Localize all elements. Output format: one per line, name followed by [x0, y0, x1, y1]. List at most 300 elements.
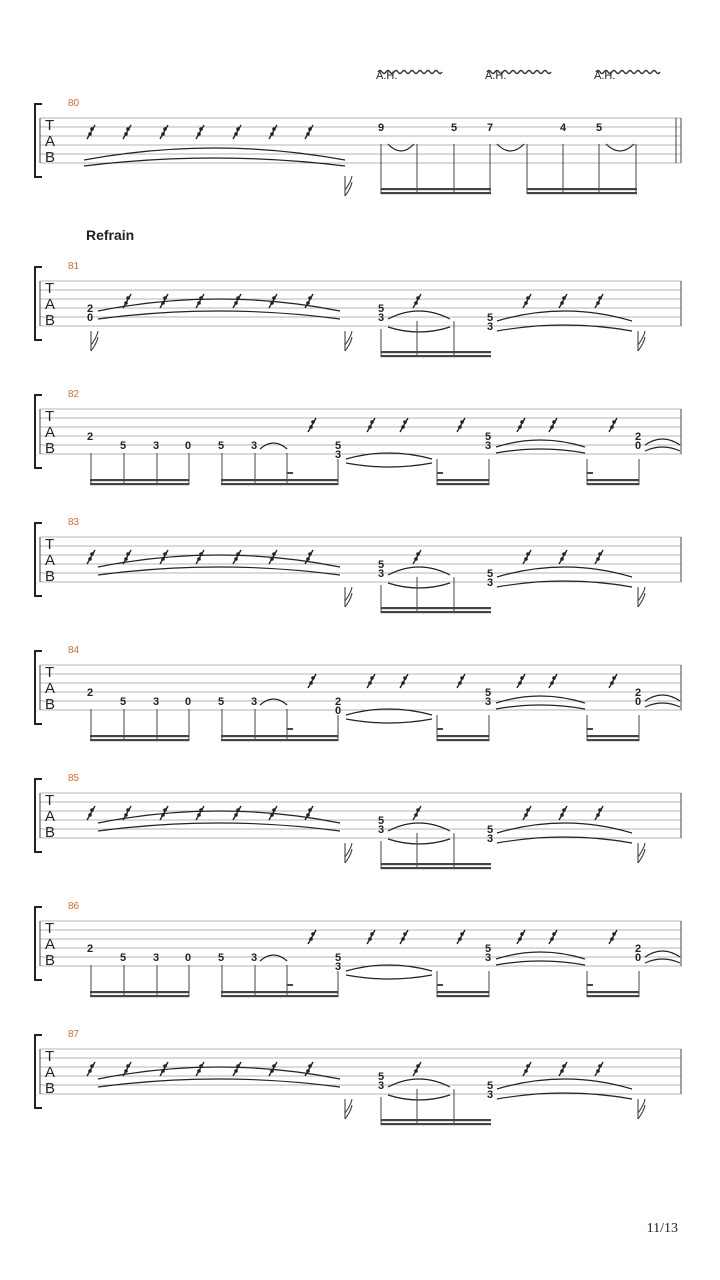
fret-number: 3 — [250, 696, 258, 708]
fret-number: 0 — [184, 440, 192, 452]
slash-dot — [401, 681, 405, 685]
measure-number: 85 — [68, 773, 80, 784]
tab-clef-letter: B — [45, 312, 56, 329]
fret-number: 3 — [377, 1080, 385, 1092]
fret-number: 0 — [634, 696, 642, 708]
beam — [381, 192, 491, 194]
slash-dot — [163, 1064, 167, 1068]
slash-dot — [562, 1064, 566, 1068]
slur-arc — [645, 695, 680, 701]
dot-mark — [287, 472, 293, 474]
slash-dot — [88, 132, 92, 136]
tab-clef-letter: A — [45, 552, 56, 569]
beam — [587, 991, 639, 993]
fret-number: 3 — [484, 440, 492, 452]
slash-dot — [236, 127, 240, 131]
slash-dot — [368, 681, 372, 685]
slash-dot — [197, 813, 201, 817]
slur-arc — [496, 961, 585, 965]
slash-mark — [523, 806, 531, 820]
slash-mark — [549, 674, 557, 688]
slash-mark — [595, 1062, 603, 1076]
slash-dot — [161, 132, 165, 136]
slash-mark — [413, 806, 421, 820]
slash-dot — [458, 937, 462, 941]
dot-mark — [437, 472, 443, 474]
harmonic-label: A.H. — [594, 70, 616, 82]
slash-dot — [598, 296, 602, 300]
slash-mark — [308, 930, 316, 944]
slash-dot — [234, 557, 238, 561]
slash-dot — [414, 557, 418, 561]
slash-dot — [552, 676, 556, 680]
slur-arc — [496, 449, 585, 453]
slash-dot — [552, 932, 556, 936]
slash-dot — [612, 676, 616, 680]
slash-dot — [562, 808, 566, 812]
beam — [587, 735, 639, 737]
slash-dot — [524, 557, 528, 561]
fret-number: 0 — [184, 696, 192, 708]
system-bracket — [35, 907, 42, 980]
slur-arc — [260, 955, 287, 961]
beam — [90, 483, 189, 485]
tab-clef-letter: B — [45, 440, 56, 457]
note-flag — [638, 331, 645, 351]
measure-number: 84 — [68, 645, 80, 656]
slash-dot — [562, 296, 566, 300]
slash-dot — [416, 808, 420, 812]
slur-arc — [497, 311, 632, 321]
slash-dot — [550, 681, 554, 685]
slash-dot — [306, 301, 310, 305]
fret-number: 5 — [486, 1080, 494, 1092]
tab-clef-letter: A — [45, 1064, 56, 1081]
fret-number: 5 — [377, 1071, 385, 1083]
dot-mark — [437, 984, 443, 986]
slash-dot — [88, 813, 92, 817]
beam — [381, 1123, 491, 1125]
fret-number: 3 — [377, 824, 385, 836]
beam — [221, 479, 338, 481]
fret-number: 3 — [486, 1089, 494, 1101]
slur-arc — [496, 696, 585, 703]
slash-mark — [559, 806, 567, 820]
slash-dot — [610, 425, 614, 429]
measure-number: 86 — [68, 901, 80, 912]
beam — [381, 351, 491, 353]
slash-dot — [460, 420, 464, 424]
beam — [381, 1119, 491, 1121]
slash-dot — [524, 1069, 528, 1073]
slash-dot — [401, 425, 405, 429]
system-bracket — [35, 104, 42, 177]
slash-dot — [308, 808, 312, 812]
system-bracket — [35, 779, 42, 852]
slash-dot — [163, 127, 167, 131]
beam — [587, 479, 639, 481]
slur-arc — [388, 1079, 450, 1087]
slash-mark — [517, 674, 525, 688]
slash-dot — [124, 813, 128, 817]
slur-arc — [645, 703, 680, 707]
slash-dot — [306, 557, 310, 561]
fret-number: 5 — [334, 952, 342, 964]
slur-arc — [388, 327, 450, 332]
beam — [587, 995, 639, 997]
slash-mark — [517, 930, 525, 944]
slash-mark — [413, 550, 421, 564]
beam — [221, 739, 338, 741]
slur-arc — [388, 1095, 450, 1100]
slash-dot — [90, 127, 94, 131]
harmonic-label: A.H. — [485, 70, 507, 82]
slash-dot — [124, 557, 128, 561]
tab-clef-letter: A — [45, 808, 56, 825]
slash-dot — [272, 552, 276, 556]
slash-dot — [163, 296, 167, 300]
slur-arc — [497, 823, 632, 833]
slash-mark — [549, 930, 557, 944]
slash-mark — [549, 418, 557, 432]
slash-dot — [124, 1069, 128, 1073]
slash-dot — [234, 301, 238, 305]
tab-clef-letter: B — [45, 149, 56, 166]
fret-number: 3 — [152, 696, 160, 708]
slash-dot — [562, 552, 566, 556]
slash-dot — [197, 301, 201, 305]
dot-mark — [587, 984, 593, 986]
slash-dot — [197, 1069, 201, 1073]
slash-dot — [612, 420, 616, 424]
slash-dot — [526, 296, 530, 300]
tab-clef-letter: T — [45, 408, 55, 425]
slash-mark — [457, 674, 465, 688]
note-flag — [638, 843, 645, 863]
system-bracket — [35, 523, 42, 596]
fret-number: 0 — [634, 440, 642, 452]
slash-dot — [308, 127, 312, 131]
fret-number: 5 — [450, 122, 458, 134]
beam — [381, 607, 491, 609]
tab-system-81 — [35, 261, 681, 357]
slash-dot — [518, 425, 522, 429]
note-flag — [345, 176, 352, 196]
fret-number: 5 — [217, 440, 225, 452]
slash-dot — [199, 127, 203, 131]
measure-number: 80 — [68, 98, 80, 109]
tab-systems — [35, 98, 681, 1125]
fret-number: 2 — [86, 303, 94, 315]
fret-number: 3 — [484, 696, 492, 708]
slash-dot — [90, 552, 94, 556]
beam — [527, 188, 637, 190]
tab-system-86 — [35, 901, 681, 997]
slash-dot — [270, 132, 274, 136]
slash-dot — [126, 552, 130, 556]
beam — [90, 991, 189, 993]
slash-dot — [308, 552, 312, 556]
fret-number: 3 — [484, 952, 492, 964]
slur-arc — [645, 959, 680, 963]
slash-dot — [311, 932, 315, 936]
slash-mark — [196, 550, 204, 564]
slash-dot — [368, 425, 372, 429]
slash-dot — [560, 813, 564, 817]
slash-dot — [306, 1069, 310, 1073]
slash-dot — [520, 420, 524, 424]
beam — [587, 739, 639, 741]
fret-number: 2 — [86, 687, 94, 699]
beam — [221, 735, 338, 737]
dot-mark — [287, 728, 293, 730]
slash-mark — [609, 418, 617, 432]
beam — [437, 739, 489, 741]
slur-arc — [98, 299, 340, 311]
slash-mark — [523, 550, 531, 564]
fret-number: 5 — [217, 696, 225, 708]
slash-dot — [458, 681, 462, 685]
fret-number: 5 — [119, 952, 127, 964]
tab-system-83 — [35, 517, 681, 613]
slash-mark — [609, 674, 617, 688]
fret-number: 3 — [377, 568, 385, 580]
note-flag — [345, 1099, 352, 1119]
slash-dot — [403, 420, 407, 424]
slash-mark — [196, 294, 204, 308]
slash-dot — [90, 808, 94, 812]
tab-clef-letter: B — [45, 824, 56, 841]
beam — [90, 739, 189, 741]
slash-dot — [416, 1064, 420, 1068]
slur-arc — [346, 975, 432, 979]
harmonic-label: A.H. — [376, 70, 398, 82]
slur-arc — [496, 952, 585, 959]
fret-number: 3 — [334, 449, 342, 461]
fret-number: 5 — [484, 431, 492, 443]
slur-arc — [388, 567, 450, 575]
slash-dot — [124, 301, 128, 305]
slash-dot — [308, 1064, 312, 1068]
slash-dot — [234, 1069, 238, 1073]
slur-arc — [645, 439, 680, 445]
slur-arc — [497, 1079, 632, 1089]
fret-number: 5 — [486, 824, 494, 836]
tab-clef-letter: A — [45, 680, 56, 697]
dot-mark — [437, 728, 443, 730]
slash-dot — [311, 676, 315, 680]
tab-clef-letter: B — [45, 952, 56, 969]
slash-mark — [457, 418, 465, 432]
slash-mark — [595, 294, 603, 308]
slash-mark — [196, 1062, 204, 1076]
slash-mark — [196, 806, 204, 820]
slash-mark — [87, 806, 95, 820]
slash-mark — [87, 550, 95, 564]
slash-dot — [598, 552, 602, 556]
slash-mark — [308, 674, 316, 688]
beam — [90, 995, 189, 997]
slash-dot — [234, 132, 238, 136]
slash-mark — [517, 418, 525, 432]
fret-number: 3 — [152, 440, 160, 452]
slash-dot — [306, 813, 310, 817]
tab-clef-letter: T — [45, 920, 55, 937]
fret-number: 7 — [486, 122, 494, 134]
harmonic-markings — [376, 70, 660, 82]
fret-number: 0 — [334, 705, 342, 717]
fret-number: 9 — [377, 122, 385, 134]
slash-dot — [518, 681, 522, 685]
slash-dot — [416, 296, 420, 300]
slash-dot — [526, 1064, 530, 1068]
slash-dot — [550, 937, 554, 941]
fret-number: 5 — [377, 303, 385, 315]
system-bracket — [35, 395, 42, 468]
slur-arc — [496, 705, 585, 709]
slash-dot — [520, 932, 524, 936]
slur-arc — [645, 447, 680, 451]
tab-clef-letter: B — [45, 1080, 56, 1097]
slash-dot — [370, 932, 374, 936]
slur-arc — [346, 463, 432, 467]
slash-dot — [126, 296, 130, 300]
slash-dot — [596, 557, 600, 561]
beam — [381, 863, 491, 865]
measure-number: 83 — [68, 517, 80, 528]
slash-dot — [526, 808, 530, 812]
beam — [437, 995, 489, 997]
beam — [381, 355, 491, 357]
slur-arc — [98, 555, 340, 567]
fret-number: 2 — [634, 687, 642, 699]
tab-clef-letter: T — [45, 117, 55, 134]
slash-mark — [233, 294, 241, 308]
beam — [90, 735, 189, 737]
fret-number: 0 — [634, 952, 642, 964]
beam — [381, 611, 491, 613]
note-flag — [91, 331, 98, 351]
slash-mark — [367, 930, 375, 944]
slur-arc — [98, 823, 340, 831]
fret-number: 4 — [559, 122, 567, 134]
slash-dot — [309, 681, 313, 685]
fret-number: 3 — [334, 961, 342, 973]
slash-dot — [272, 808, 276, 812]
slash-dot — [88, 1069, 92, 1073]
slash-mark — [595, 806, 603, 820]
note-flag — [345, 843, 352, 863]
beam — [437, 479, 489, 481]
slash-dot — [370, 420, 374, 424]
beam — [221, 483, 338, 485]
slash-dot — [308, 296, 312, 300]
slash-mark — [367, 418, 375, 432]
fret-number: 2 — [86, 943, 94, 955]
slash-dot — [518, 937, 522, 941]
fret-number: 3 — [486, 321, 494, 333]
slash-dot — [460, 932, 464, 936]
dot-mark — [287, 984, 293, 986]
system-bracket — [35, 267, 42, 340]
slash-mark — [367, 674, 375, 688]
beam — [221, 995, 338, 997]
slash-mark — [559, 294, 567, 308]
tab-system-85 — [35, 773, 681, 869]
slash-dot — [524, 813, 528, 817]
slash-dot — [272, 1064, 276, 1068]
slash-dot — [598, 1064, 602, 1068]
tab-system-87 — [35, 1029, 681, 1125]
slur-arc — [98, 1079, 340, 1087]
tab-clef-letter: A — [45, 936, 56, 953]
slash-dot — [403, 932, 407, 936]
fret-number: 2 — [634, 943, 642, 955]
fret-number: 5 — [377, 559, 385, 571]
fret-number: 3 — [152, 952, 160, 964]
measure-number: 87 — [68, 1029, 80, 1040]
slur-arc — [98, 311, 340, 319]
tab-clef-letter: B — [45, 696, 56, 713]
slash-mark — [559, 550, 567, 564]
slash-dot — [403, 676, 407, 680]
tab-system-80 — [35, 98, 681, 196]
slash-dot — [163, 552, 167, 556]
slash-mark — [413, 294, 421, 308]
slash-dot — [612, 932, 616, 936]
slash-dot — [458, 425, 462, 429]
slash-dot — [124, 132, 128, 136]
tab-clef-letter: T — [45, 1048, 55, 1065]
slur-arc — [260, 443, 287, 449]
dot-mark — [587, 472, 593, 474]
measure-number: 82 — [68, 389, 80, 400]
slash-dot — [234, 813, 238, 817]
fret-number: 2 — [334, 696, 342, 708]
fret-number: 5 — [217, 952, 225, 964]
fret-number: 2 — [86, 431, 94, 443]
slash-dot — [90, 1064, 94, 1068]
fret-number: 3 — [486, 833, 494, 845]
fret-number: 2 — [634, 431, 642, 443]
fret-number: 5 — [484, 687, 492, 699]
slur-arc — [98, 811, 340, 823]
dot-mark — [587, 728, 593, 730]
slash-dot — [550, 425, 554, 429]
slur-arc — [388, 583, 450, 588]
tab-clef-letter: T — [45, 664, 55, 681]
fret-number: 3 — [377, 312, 385, 324]
slash-dot — [414, 1069, 418, 1073]
fret-number: 0 — [86, 312, 94, 324]
slash-mark — [523, 1062, 531, 1076]
slash-mark — [233, 806, 241, 820]
fret-number: 5 — [595, 122, 603, 134]
slash-mark — [559, 1062, 567, 1076]
slash-dot — [610, 681, 614, 685]
note-flag — [345, 331, 352, 351]
note-flag — [638, 1099, 645, 1119]
slur-arc — [388, 823, 450, 831]
slur-arc — [98, 567, 340, 575]
system-bracket — [35, 651, 42, 724]
beam — [437, 991, 489, 993]
note-flag — [638, 587, 645, 607]
tab-system-82 — [35, 389, 681, 485]
slash-dot — [197, 557, 201, 561]
tab-system-84 — [35, 645, 681, 741]
slash-dot — [416, 552, 420, 556]
